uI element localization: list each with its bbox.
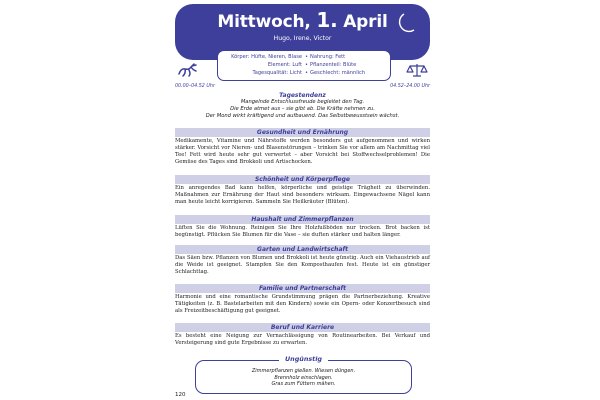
info-row — [218, 62, 390, 69]
month: April — [343, 12, 388, 32]
name-days: Hugo, Irene, Victor — [273, 35, 332, 42]
section-heading: Beruf und Karriere — [175, 323, 430, 332]
day-tendency — [175, 92, 430, 120]
section-health — [175, 128, 430, 166]
unfavorable-item: Zimmerpflanzen gießen. Wiesen düngen. — [251, 368, 356, 374]
info-left: Tagesqualität: Licht — [252, 70, 302, 76]
section-heading: Haushalt und Zimmerpflanzen — [175, 215, 430, 224]
capricorn-sign-icon — [177, 62, 199, 78]
section-text: Medikamente, Vitamine und Nährstoffe werden besonders gut aufgenommen und wirken stärker. Vorsicht vor Nieren- und Blasenstörungen – trinken Sie vor allem am Nachmittag viel Tee! Fett wird heute sehr gut verwertet – aber Vorsicht bei Stoffwechselproblemen! Die Gemüse des Tages sind Brokkoli und Artischocken. — [175, 138, 430, 165]
info-right: • Geschlecht: männlich — [304, 70, 390, 77]
section-family — [175, 284, 430, 315]
unfavorable-item: Gras zum Füttern mähen. — [271, 381, 336, 387]
section-garden — [175, 245, 430, 276]
time-range-left: 00.00–04.52 Uhr — [175, 84, 215, 89]
tendency-line: Der Mond wirkt kräftigend und aufbauend. Das Selbstbewusstsein wächst. — [205, 113, 400, 119]
unfavorable-list — [196, 368, 411, 388]
section-text: Lüften Sie die Wohnung. Reinigen Sie Ihre Holzfußböden nur trocken. Brot backen ist begünstigt. Pflücken Sie Blumen für die Vase – sie duften stärker und halten länger. — [175, 225, 430, 238]
section-text: Ein anregendes Bad kann helfen, körperliche und geistige Trägheit zu überwinden. Maßnahmen zur Ernährung der Haut sind besonders wirksam. Eingewachsene Nägel kann man heute leicht korrigieren. Sammeln Sie Heilkräuter (Blüten). — [175, 185, 430, 205]
info-right: • Pflanzenteil: Blüte — [304, 62, 390, 69]
section-heading: Gesundheit und Ernährung — [175, 128, 430, 137]
section-text: Harmonie und eine romantische Grundstimmung prägen die Partnerbeziehung. Kreative Tätigkeiten (z. B. Bastelarbeiten mit den Kindern) sowie ein Opern- oder Konzertbesuch sind als Freizeitbeschäftigung gut geeignet. — [175, 294, 430, 314]
section-text: Das Säen bzw. Pflanzen von Blumen und Brokkoli ist heute günstig. Auch ein Viehaustrieb auf die Weide ist geeignet. Stampfen Sie den Komposthaufen fest. Heute ist ein günstiger Schlachttag. — [175, 255, 430, 275]
time-range-right: 04.52–24.00 Uhr — [390, 84, 430, 89]
day-number: 1. — [316, 8, 338, 32]
unfavorable-heading-text: Ungünstig — [279, 355, 328, 363]
info-left: Element: Luft — [267, 62, 302, 68]
tendency-line: Mangelnde Entschlussfreude begleitet den Tag. — [240, 99, 365, 105]
info-row — [218, 70, 390, 77]
tendency-heading: Tagestendenz — [279, 92, 326, 99]
weekday: Mittwoch, — [217, 12, 311, 32]
info-right: • Nahrung: Fett — [304, 54, 390, 61]
unfavorable-item: Brennholz einschlagen. — [274, 374, 333, 381]
section-beauty — [175, 175, 430, 206]
moon-info-box — [217, 50, 391, 81]
info-row — [218, 54, 390, 61]
section-heading: Garten und Landwirtschaft — [175, 245, 430, 254]
section-heading: Schönheit und Körperpflege — [175, 175, 430, 184]
page-number: 120 — [175, 392, 186, 398]
section-heading: Familie und Partnerschaft — [175, 284, 430, 293]
section-career — [175, 323, 430, 347]
tendency-line: Die Erde atmet aus – sie gibt ab. Die Kräfte nehmen zu. — [230, 106, 375, 112]
libra-scales-icon — [406, 62, 428, 78]
unfavorable-heading — [196, 356, 411, 364]
date-title — [175, 8, 430, 32]
unfavorable-box — [195, 355, 412, 394]
section-text: Es besteht eine Neigung zur Vernachlässigung von Routinearbeiten. Bei Verkauf und Versteigerung sind gute Ergebnisse zu erwarten. — [175, 333, 430, 346]
section-household — [175, 215, 430, 239]
calendar-page — [175, 0, 430, 400]
info-left: Körper: Hüfte, Nieren, Blase — [231, 54, 302, 60]
crescent-moon-icon — [398, 12, 416, 34]
